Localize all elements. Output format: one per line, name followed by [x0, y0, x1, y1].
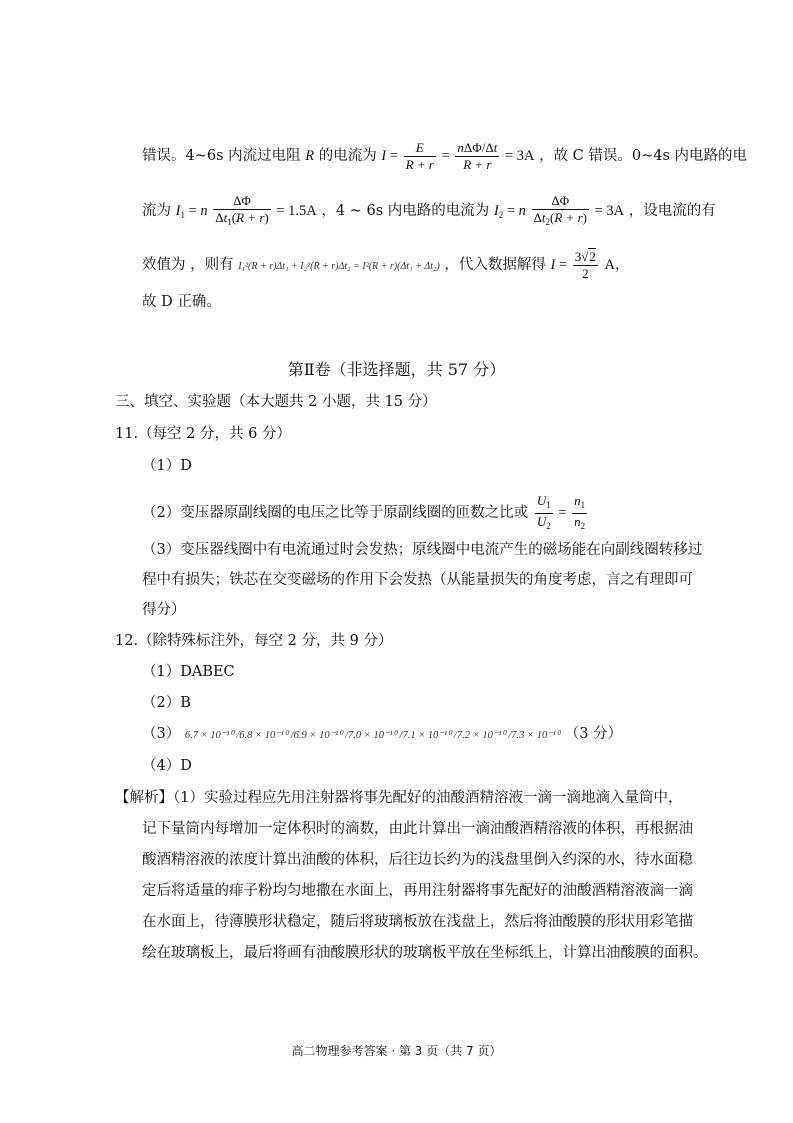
q12-answer-2: （2）B	[142, 695, 191, 711]
solution-line-4: 故 D 正确。	[142, 294, 221, 310]
q11-answer-2: （2）变压器原副线圈的电压之比等于原副线圈的匝数之比或 $\frac{U_1}{U_2}$ = $\frac{n_1}{n_2}$	[142, 493, 589, 534]
q11-answer-1: （1）D	[142, 458, 192, 474]
resistor-symbol: R	[305, 147, 315, 164]
voltage-turns-ratio: $\frac{U_1}{U_2}$ = $\frac{n_1}{n_2}$	[536, 493, 586, 531]
effective-current-formula: I = $\frac{3√2}{2}$	[550, 249, 596, 281]
analysis-line-2: 记下量筒内每增加一定体积时的滴数，由此计算出一滴油酸酒精溶液的体积，再根据油	[142, 821, 693, 837]
q12-header: 12.（除特殊标注外，每空 2 分，共 9 分）	[115, 633, 393, 649]
solution-line-1: 错误。4~6s 内流过电阻 R 的电流为 I = $\frac{E}{R + r}$ = $\frac{\text{nΔΦ/Δt}}{R + r}$ = 3A ，故 C 错误。0~4s 内电路的电	[142, 140, 748, 172]
effective-value-equation: I₁²(R + r)Δt₁ + I₂²(R + r)Δt₂ = I²(R + r)(Δt₁ + Δt₂)	[238, 260, 440, 272]
section-title: 第Ⅱ卷（非选择题，共 57 分）	[287, 360, 506, 379]
q12-answer-3: （3） 6.7 × 10⁻¹⁰ /6.8 × 10⁻¹⁰ /6.9 × 10⁻¹⁰ /7.0 × 10⁻¹⁰ /7.1 × 10⁻¹⁰ /7.2 × 10⁻¹⁰ /7.3 × 10⁻¹⁰ （3 分）	[142, 726, 623, 742]
q11-answer-3-line-1: （3）变压器线圈中有电流通过时会发热；原线圈中电流产生的磁场能在向副线圈转移过	[142, 542, 703, 558]
q11-answer-3-line-2: 程中有损失；铁芯在交变磁场的作用下会发热（从能量损失的角度考虑，言之有理即可	[142, 572, 693, 588]
current-formula-3: $I_2 = n$ $\frac{\Delta\Phi}{\Delta t_2(R + r)}$ = 3A	[493, 193, 625, 227]
current-formula-2: $I_1 = n$ $\frac{\Delta\Phi}{\Delta t_1(R + r)}$ = 1.5A	[175, 193, 317, 227]
oleic-acid-diameter-values: 6.7 × 10⁻¹⁰ /6.8 × 10⁻¹⁰ /6.9 × 10⁻¹⁰ /7.0 × 10⁻¹⁰ /7.1 × 10⁻¹⁰ /7.2 × 10⁻¹⁰ /7.3 × 10⁻¹⁰	[184, 730, 561, 741]
analysis-line-3: 酸酒精溶液的浓度计算出油酸的体积，后往边长约为的浅盘里倒入约深的水，待水面稳	[142, 852, 693, 868]
solution-line-2: 流为 $I_1 = n$ $\frac{\Delta\Phi}{\Delta t_1(R + r)}$ = 1.5A ，4 ~ 6s 内电路的电流为 $I_2 = n$ $\frac{\Delta\Phi}{\Delta t_2(R + r)}$ = 3A ，设电流的有	[142, 193, 716, 227]
analysis-line-6: 绘在玻璃板上，最后将画有油酸膜形状的玻璃板平放在坐标纸上，计算出油酸膜的面积。	[142, 945, 708, 961]
part3-heading: 三、填空、实验题（本大题共 2 小题，共 15 分）	[115, 394, 437, 410]
q11-header: 11.（每空 2 分，共 6 分）	[115, 426, 291, 442]
analysis-line-4: 定后将适量的痱子粉均匀地撒在水面上，再用注射器将事先配好的油酸酒精溶液滴一滴	[142, 883, 693, 899]
q12-answer-4: （4）D	[142, 758, 192, 774]
page-footer: 高二物理参考答案 · 第 3 页（共 7 页）	[291, 1044, 502, 1058]
q12-answer-1: （1）DABEC	[142, 664, 235, 680]
analysis-line-5: 在水面上，待薄膜形状稳定，随后将玻璃板放在浅盘上，然后将油酸膜的形状用彩笔描	[142, 914, 693, 930]
analysis-line-1: 【解析】（1）实验过程应先用注射器将事先配好的油酸酒精溶液一滴一滴地滴入量筒中，	[115, 790, 683, 806]
q11-answer-3-line-3: 得分）	[142, 602, 186, 618]
solution-line-3: 效值为 ，则有 I₁²(R + r)Δt₁ + I₂²(R + r)Δt₂ = I²(R + r)(Δt₁ + Δt₂) ，代入数据解得 I = $\frac{3√2}{2}$ A，	[142, 249, 630, 281]
current-formula-1: I = $\frac{E}{R + r}$ = $\frac{\text{nΔΦ/Δt}}{R + r}$ = 3A	[381, 140, 535, 172]
